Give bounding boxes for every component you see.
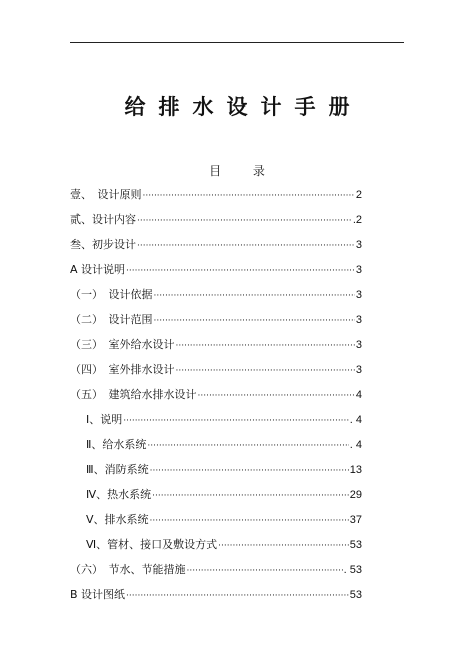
toc-dot-leader [154,290,355,302]
toc-entry-label: Ⅲ、消防系统 [86,463,149,476]
toc-page-number: 13 [349,464,362,476]
toc-dot-leader [126,265,355,277]
toc-entry-label: 叁、初步设计 [70,238,136,251]
toc-entry-label: （六） 节水、节能措施 [70,563,186,576]
toc-page-number: 37 [349,514,362,526]
toc-entry-8[interactable] [70,361,362,377]
toc-page-number: 4 [355,389,362,401]
toc-entry-17[interactable] [70,586,362,602]
header-rule [70,42,404,43]
toc-page-number: .2 [352,214,362,226]
toc-page-number: 3 [355,264,362,276]
toc-entry-1[interactable] [70,186,362,202]
toc-entry-label: （三） 室外给水设计 [70,338,175,351]
toc-dot-leader [176,340,355,352]
toc-entry-label: （二） 设计范围 [70,313,153,326]
toc-entry-15[interactable] [86,536,362,552]
toc-page-number: 3 [355,339,362,351]
toc-dot-leader [176,365,355,377]
toc-page-number: 3 [355,289,362,301]
toc-page-number: 53 [349,539,362,551]
toc-heading: 目 录 [209,164,279,178]
toc-entry-3[interactable] [70,236,362,252]
toc-page-number: 3 [355,314,362,326]
toc-entry-12[interactable] [86,461,362,477]
toc-entry-label: Ⅱ、给水系统 [86,438,147,451]
toc-dot-leader [137,240,355,252]
toc-entry-label: 贰、设计内容 [70,213,136,226]
toc-dot-leader [147,440,348,452]
toc-entry-label: Ⅵ、管材、接口及敷设方式 [86,538,218,551]
toc-entry-5[interactable] [70,286,362,302]
toc-dot-leader [150,515,349,527]
toc-dot-leader [126,590,349,602]
toc-page-number: 3 [355,364,362,376]
toc-entry-14[interactable] [86,511,362,527]
toc-entry-7[interactable] [70,336,362,352]
toc-entry-16[interactable] [70,561,362,577]
toc-dot-leader [198,390,355,402]
toc-dot-leader [137,215,352,227]
toc-entry-label: （一） 设计依据 [70,288,153,301]
toc-page-number: 53 [349,589,362,601]
toc-page-number: 29 [349,489,362,501]
toc-entry-label: Ⅰ、说明 [86,413,123,426]
toc-entry-label: 壹、 设计原则 [70,188,142,201]
toc-entry-label: Ⅴ、排水系统 [86,513,149,526]
toc-page-number: . 53 [343,564,362,576]
toc-dot-leader [152,490,349,502]
toc-entry-10[interactable] [86,411,362,427]
toc-entry-13[interactable] [86,486,362,502]
toc-entry-label: （四） 室外排水设计 [70,363,175,376]
toc-dot-leader [218,540,349,552]
toc-dot-leader [187,565,343,577]
toc-entry-9[interactable] [70,386,362,402]
toc-page-number: 2 [355,189,362,201]
toc-entry-label: A 设计说明 [70,263,126,276]
document-title: 给排水设计手册 [124,94,363,119]
toc-entry-label: B 设计图纸 [70,588,126,601]
toc-dot-leader [143,190,355,202]
toc-entry-4[interactable] [70,261,362,277]
toc-page-number: . 4 [349,439,362,451]
toc-dot-leader [154,315,355,327]
toc-page-number: 3 [355,239,362,251]
toc-dot-leader [123,415,349,427]
toc-entry-6[interactable] [70,311,362,327]
toc-entry-label: （五） 建筑给水排水设计 [70,388,197,401]
toc-entry-11[interactable] [86,436,362,452]
toc-entry-label: Ⅳ、热水系统 [86,488,152,501]
toc-entry-2[interactable] [70,211,362,227]
toc-page-number: . 4 [349,414,362,426]
toc-dot-leader [150,465,349,477]
